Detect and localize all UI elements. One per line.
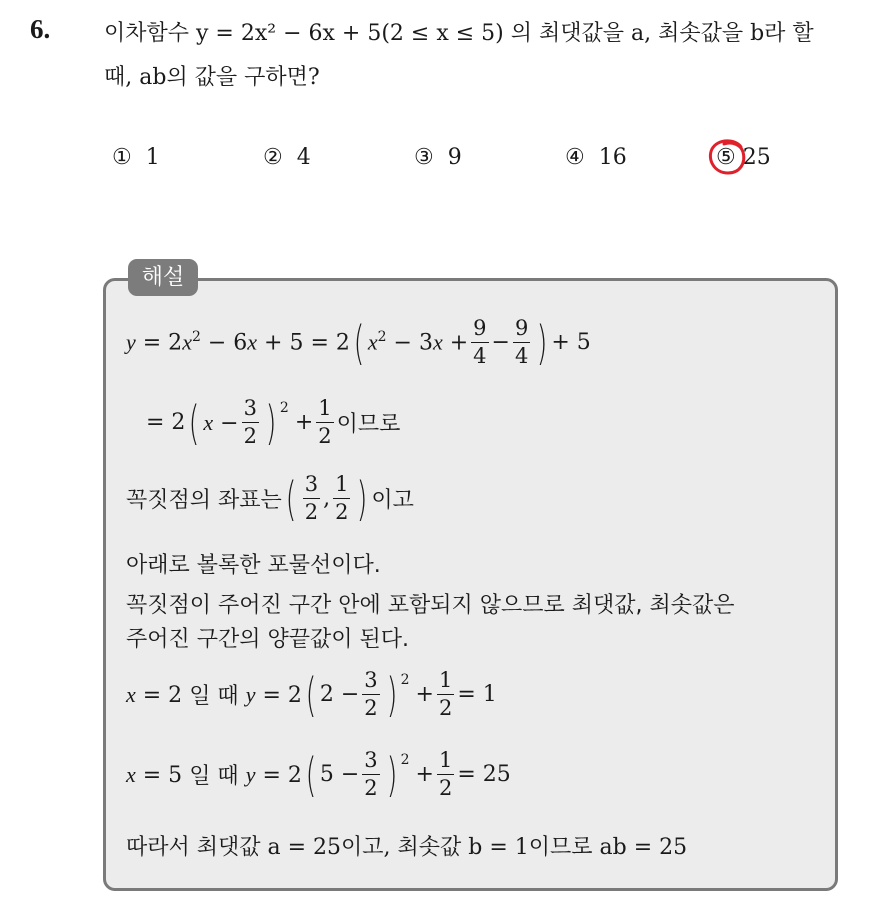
choice-2[interactable] <box>263 145 311 170</box>
text-vertex-end: 이고 <box>371 488 414 513</box>
answer-circle-icon <box>706 135 750 179</box>
solution-eq-2: = 2 ( x − $\frac{3}{2}$ ) $^2$ + $\frac{1}{2}$ 이므로 <box>146 395 401 450</box>
choice-1-value: 1 <box>145 145 160 170</box>
question-text-line-1: 이차함수 y = 2x² − 6x + 5(2 ≤ x ≤ 5) 의 최댓값을 a, 최솟값을 b라 할 <box>104 21 814 46</box>
choice-5-value: 25 <box>742 145 771 170</box>
solution-vertex: 꼭짓점의 좌표는 ( $\frac{3}{2}$ , $\frac{1}{2}$ ) 이고 <box>126 471 414 526</box>
solution-range-2: 주어진 구간의 양끝값이 된다. <box>126 627 409 652</box>
solution-eq-x5: x = 5 일 때 y = 2 ( 5 − $\frac{3}{2}$ ) $^2$ + $\frac{1}{2}$ = 25 <box>126 747 511 802</box>
word-when-1: 일 때 <box>189 684 239 709</box>
solution-eq-1: $y = 2x^2 - 6x + 5 = 2$ ( $x^2 - 3x$ + $\frac{9}{4}$ − $\frac{9}{4}$ ) + 5 <box>126 315 591 370</box>
solution-box <box>103 278 838 891</box>
question-number: 6. <box>30 14 51 44</box>
choice-1-mark: ① <box>112 145 132 170</box>
text-vertex-prefix: 꼭짓점의 좌표는 <box>126 488 282 513</box>
choice-3[interactable] <box>414 145 462 170</box>
solution-conclusion: 따라서 최댓값 a = 25이고, 최솟값 b = 1이므로 ab = 25 <box>126 835 688 860</box>
solution-range-1: 꼭짓점이 주어진 구간 안에 포함되지 않으므로 최댓값, 최솟값은 <box>126 593 735 618</box>
choice-1[interactable] <box>112 145 160 170</box>
choice-2-mark: ② <box>263 145 283 170</box>
choice-3-mark: ③ <box>414 145 434 170</box>
solution-tab: 해설 <box>128 259 198 296</box>
question-text-line-2: 때, ab의 값을 구하면? <box>104 65 320 90</box>
choice-4-mark: ④ <box>565 145 585 170</box>
choice-4-value: 16 <box>598 145 627 170</box>
choice-5-mark: ⑤ <box>716 145 736 170</box>
choice-4[interactable] <box>565 145 627 170</box>
solution-eq-x2: x = 2 일 때 y = 2 ( 2 − $\frac{3}{2}$ ) $^2$ + $\frac{1}{2}$ = 1 <box>126 667 497 722</box>
text-vertex-suffix: 이므로 <box>336 412 401 437</box>
word-when-2: 일 때 <box>189 764 239 789</box>
choice-2-value: 4 <box>296 145 311 170</box>
solution-convex: 아래로 볼록한 포물선이다. <box>126 553 381 578</box>
choice-3-value: 9 <box>447 145 462 170</box>
